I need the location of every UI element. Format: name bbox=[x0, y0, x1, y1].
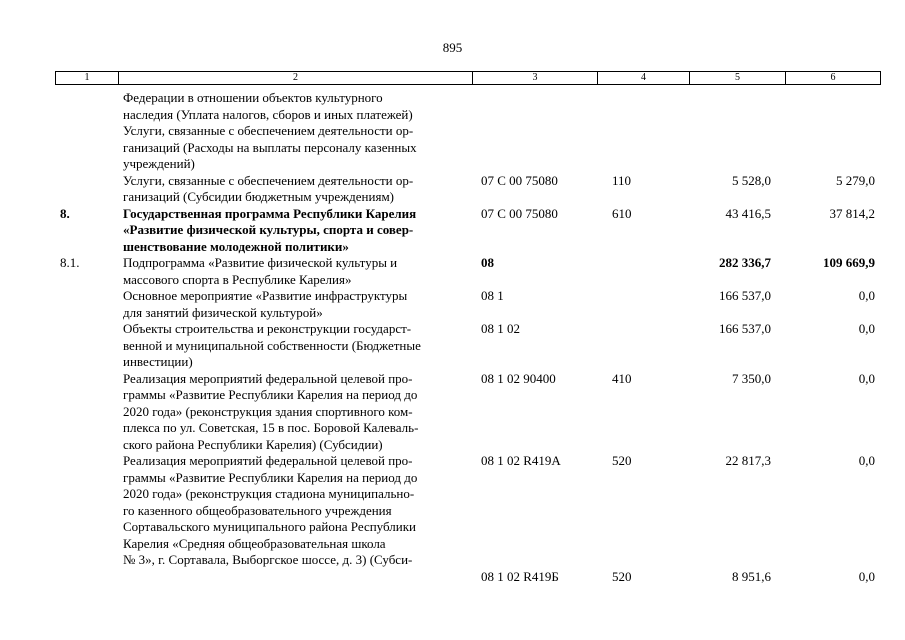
row-code: 08 1 02 R419Б bbox=[481, 568, 559, 584]
row-code: 08 1 bbox=[481, 288, 504, 303]
row-description: Услуги, связанные с обеспечением деятельности ор- ганизаций (Расходы на выплаты персоналу казенных учреждений) bbox=[123, 123, 417, 171]
row-code: 08 1 02 R419А bbox=[481, 453, 561, 468]
row-type: 610 bbox=[612, 205, 632, 221]
row-amount-2: 109 669,9 bbox=[823, 255, 875, 270]
table-row bbox=[0, 321, 905, 386]
header-col-1: 1 bbox=[56, 72, 119, 84]
row-amount-2: 0,0 bbox=[858, 321, 875, 336]
table-header bbox=[55, 71, 881, 85]
header-col-3: 3 bbox=[473, 72, 598, 84]
row-amount-1: 5 528,0 bbox=[732, 172, 771, 188]
row-code: 07 С 00 75080 bbox=[481, 205, 558, 221]
row-description: Государственная программа Республики Карелия «Развитие физической культуры, спорта и совер- шенствование молодежной политики» bbox=[123, 205, 417, 254]
row-number: 8. bbox=[60, 205, 70, 221]
page-number: 895 bbox=[442, 40, 463, 55]
table-row bbox=[0, 370, 905, 468]
row-number: 8.1. bbox=[60, 255, 80, 270]
row-amount-1: 282 336,7 bbox=[719, 255, 771, 270]
row-code: 08 1 02 90400 bbox=[481, 370, 556, 386]
row-code: 08 bbox=[481, 255, 494, 270]
row-description: Услуги, связанные с обеспечением деятельности ор- ганизаций (Субсидии бюджетным учреждениям) bbox=[123, 172, 414, 204]
table-row bbox=[0, 90, 905, 123]
row-type: 520 bbox=[612, 453, 632, 468]
header-col-2: 2 bbox=[119, 72, 473, 84]
row-amount-2: 0,0 bbox=[858, 370, 875, 386]
table-row bbox=[0, 255, 905, 303]
row-description: Объекты строительства и реконструкции государст- венной и муниципальной собственности (Бюджетные инвестиции) bbox=[123, 321, 421, 369]
row-type: 110 bbox=[612, 172, 632, 188]
row-amount-1: 43 416,5 bbox=[725, 205, 771, 221]
row-description: Подпрограмма «Развитие физической культуры и массового спорта в Республике Карелия» bbox=[123, 255, 398, 287]
row-description: Федерации в отношении объектов культурного наследия (Уплата налогов, сборов и иных платежей) bbox=[123, 90, 413, 122]
row-amount-2: 0,0 bbox=[858, 568, 875, 584]
row-amount-2: 0,0 bbox=[858, 288, 875, 303]
row-description: Основное мероприятие «Развитие инфраструктуры для занятий физической культурой» bbox=[123, 288, 408, 320]
row-amount-1: 22 817,3 bbox=[725, 453, 771, 468]
row-description: Реализация мероприятий федеральной целевой про- граммы «Развитие Республики Карелия на период до 2020 года» (реконструкция стадиона муниципально- го казенного общеобразовательного учреждения Сортавальского муниципального района Республики Карелия «Средняя общеобразовательная школа № 3», г. Сортавала, Выборгское шоссе, д. 3) (Субси- bbox=[123, 453, 418, 567]
row-amount-1: 166 537,0 bbox=[719, 288, 771, 303]
row-type: 410 bbox=[612, 370, 632, 386]
row-type: 520 bbox=[612, 568, 632, 584]
table-row bbox=[0, 172, 905, 221]
row-code: 08 1 02 bbox=[481, 321, 520, 336]
header-col-4: 4 bbox=[598, 72, 690, 84]
row-amount-1: 7 350,0 bbox=[732, 370, 771, 386]
header-col-5: 5 bbox=[690, 72, 786, 84]
row-amount-2: 37 814,2 bbox=[829, 205, 875, 221]
row-amount-2: 5 279,0 bbox=[836, 172, 875, 188]
table-row bbox=[0, 453, 905, 584]
header-col-6: 6 bbox=[830, 72, 836, 83]
table-row bbox=[0, 288, 905, 336]
row-code: 07 С 00 75080 bbox=[481, 172, 558, 188]
row-amount-1: 166 537,0 bbox=[719, 321, 771, 336]
row-description: Реализация мероприятий федеральной целевой про- граммы «Развитие Республики Карелия на период до 2020 года» (реконструкция здания спортивного ком- плекса по ул. Советская, 15 в пос. Боровой Калеваль- ского района Республики Карелия) (Субсидии) bbox=[123, 370, 419, 452]
row-amount-1: 8 951,6 bbox=[732, 568, 771, 584]
table-body bbox=[0, 90, 905, 584]
row-amount-2: 0,0 bbox=[858, 453, 875, 468]
